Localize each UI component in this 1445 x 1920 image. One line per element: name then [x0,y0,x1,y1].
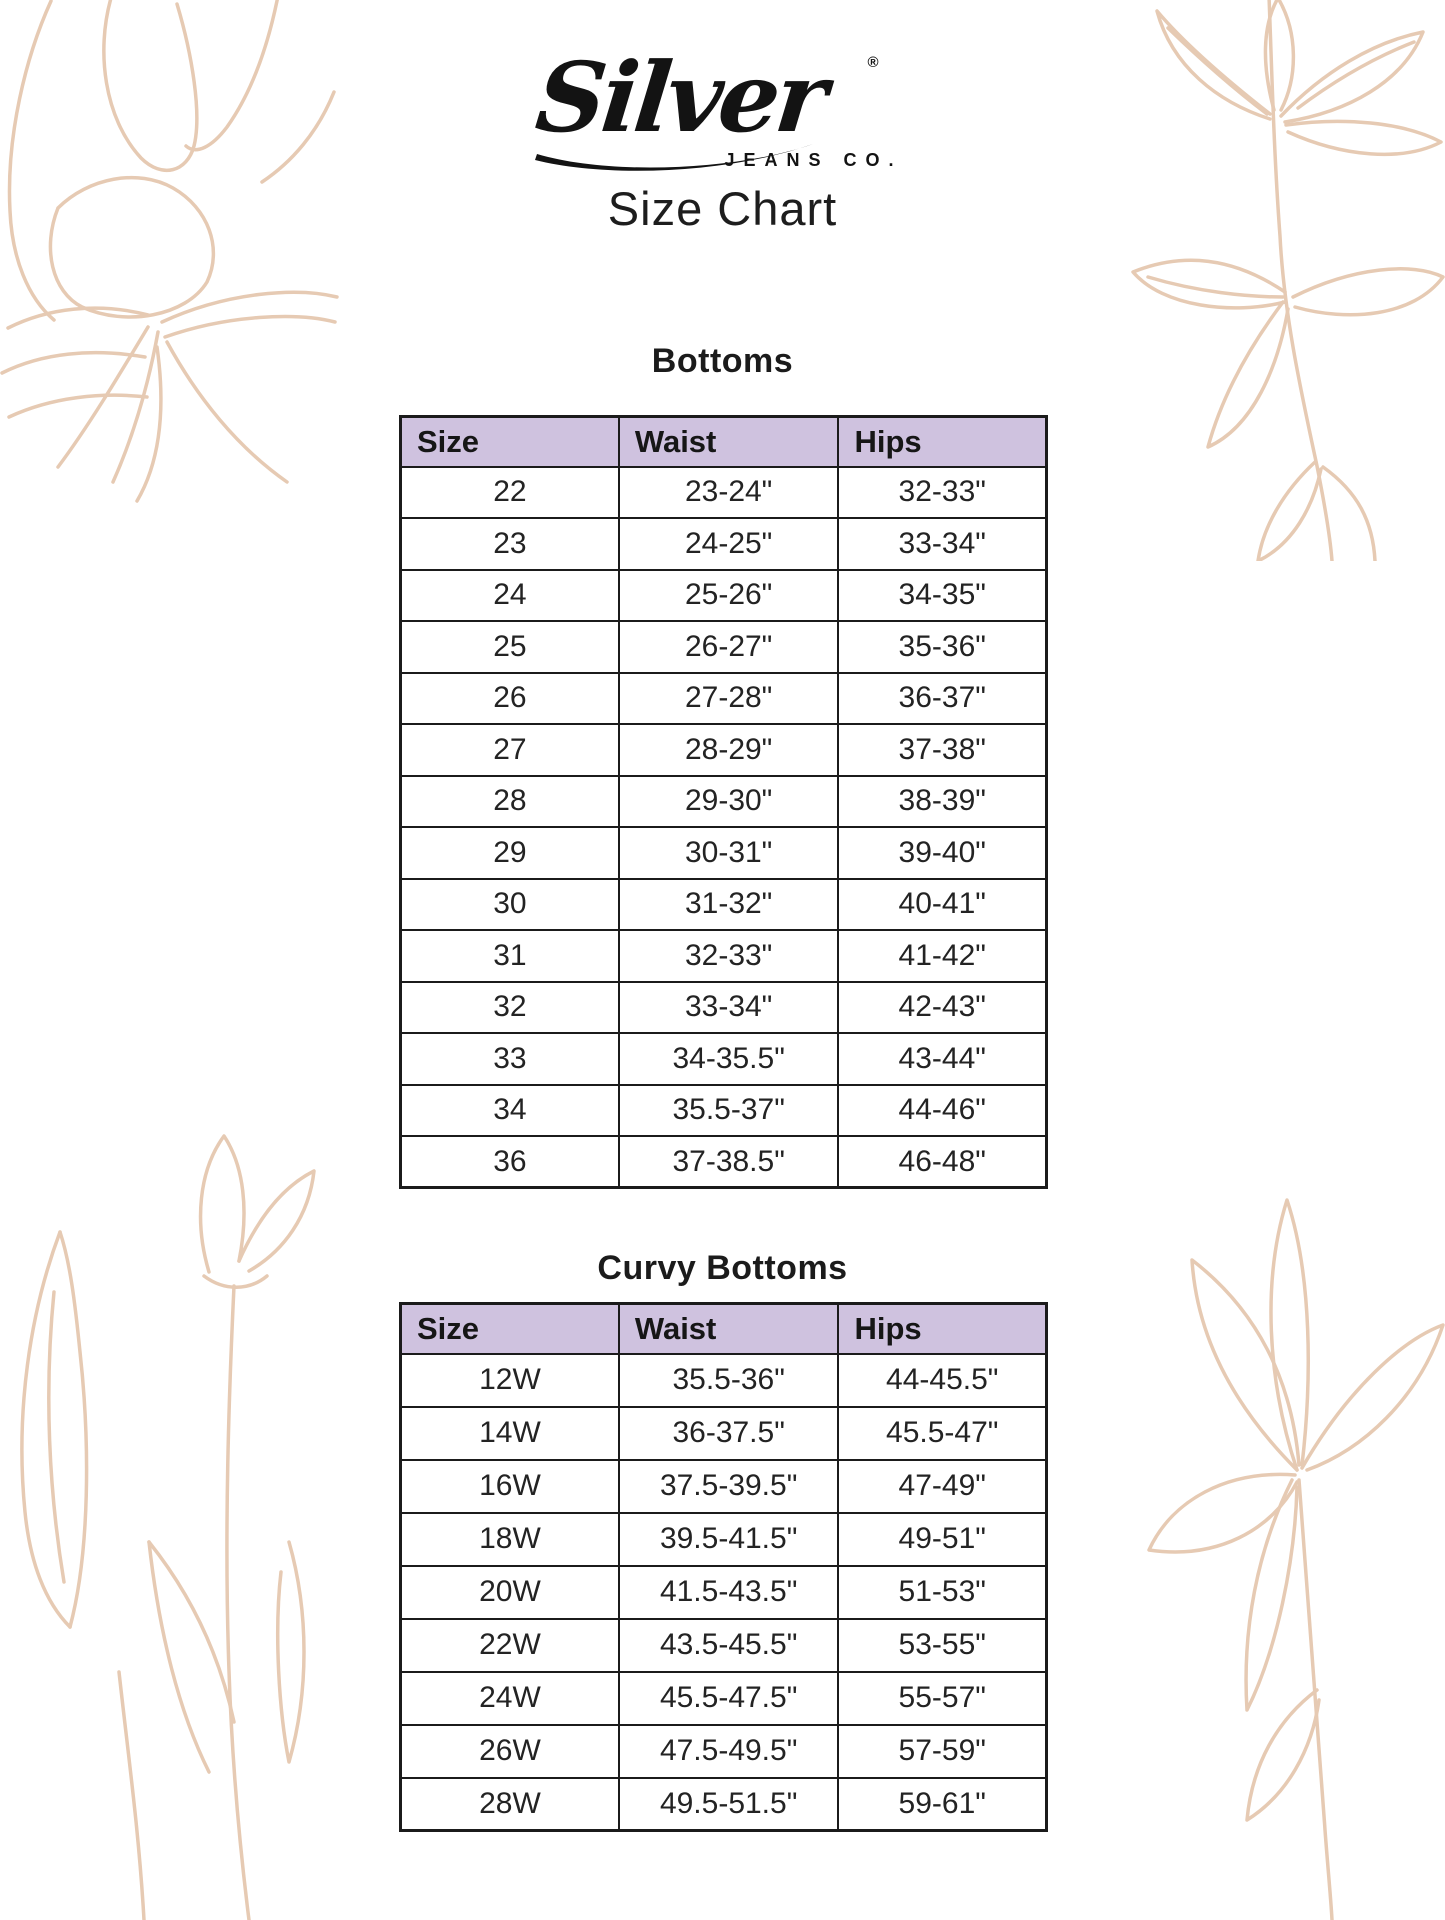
brand-logo [530,41,909,180]
table-cell: 35.5-36" [619,1354,839,1407]
table-cell: 28W [401,1778,619,1831]
table-cell: 34-35.5" [619,1033,839,1085]
table-cell: 44-46" [838,1085,1046,1137]
table-cell: 43.5-45.5" [619,1619,839,1672]
table-row [401,1033,1047,1085]
table-row [401,1725,1047,1778]
table-cell: 28-29" [619,724,839,776]
table-cell: 39-40" [838,827,1046,879]
table-cell: 34-35" [838,570,1046,622]
column-header-hips: Hips [838,417,1046,467]
table-cell: 37-38" [838,724,1046,776]
table-cell: 33-34" [619,982,839,1034]
curvy-bottoms-size-table [399,1302,1048,1832]
table-row [401,1778,1047,1831]
table-row [401,1136,1047,1188]
table-cell: 36 [401,1136,619,1188]
table-cell: 23 [401,518,619,570]
table-row [401,1513,1047,1566]
table-cell: 47.5-49.5" [619,1725,839,1778]
table-row [401,518,1047,570]
table-row [401,1407,1047,1460]
table-row [401,930,1047,982]
table-row [401,982,1047,1034]
table-cell: 34 [401,1085,619,1137]
table-cell: 31 [401,930,619,982]
table-cell: 59-61" [838,1778,1046,1831]
section-heading-curvy-bottoms: Curvy Bottoms [597,1249,848,1287]
table-cell: 45.5-47" [838,1407,1046,1460]
column-header-size: Size [401,417,619,467]
table-row [401,1672,1047,1725]
table-cell: 29-30" [619,776,839,828]
table-cell: 12W [401,1354,619,1407]
table-cell: 30-31" [619,827,839,879]
table-row [401,621,1047,673]
table-cell: 32 [401,982,619,1034]
bottoms-size-table [399,415,1048,1189]
table-cell: 14W [401,1407,619,1460]
table-row [401,1085,1047,1137]
table-cell: 46-48" [838,1136,1046,1188]
table-cell: 53-55" [838,1619,1046,1672]
brand-wordmark: Silver [530,41,829,154]
table-cell: 26 [401,673,619,725]
column-header-waist: Waist [619,1304,839,1354]
table-cell: 24-25" [619,518,839,570]
table-row [401,724,1047,776]
table-cell: 40-41" [838,879,1046,931]
table-cell: 41-42" [838,930,1046,982]
table-cell: 41.5-43.5" [619,1566,839,1619]
table-cell: 43-44" [838,1033,1046,1085]
table-cell: 18W [401,1513,619,1566]
table-cell: 32-33" [838,467,1046,519]
page-title: Size Chart [607,182,838,235]
table-row [401,827,1047,879]
brand-subtitle: JEANS CO. [724,150,903,170]
table-cell: 49-51" [838,1513,1046,1566]
table-cell: 33-34" [838,518,1046,570]
table-cell: 30 [401,879,619,931]
registered-trademark-icon: ® [867,54,879,71]
table-header-row [401,1304,1047,1354]
table-cell: 27-28" [619,673,839,725]
table-cell: 57-59" [838,1725,1046,1778]
table-cell: 16W [401,1460,619,1513]
table-cell: 23-24" [619,467,839,519]
table-header-row [401,417,1047,467]
table-cell: 38-39" [838,776,1046,828]
table-cell: 36-37.5" [619,1407,839,1460]
column-header-waist: Waist [619,417,839,467]
table-cell: 29 [401,827,619,879]
table-cell: 37-38.5" [619,1136,839,1188]
table-cell: 51-53" [838,1566,1046,1619]
table-cell: 28 [401,776,619,828]
table-cell: 36-37" [838,673,1046,725]
table-cell: 45.5-47.5" [619,1672,839,1725]
table-cell: 27 [401,724,619,776]
table-cell: 26-27" [619,621,839,673]
section-heading-bottoms: Bottoms [651,342,794,380]
table-row [401,776,1047,828]
table-cell: 25 [401,621,619,673]
table-cell: 35-36" [838,621,1046,673]
table-row [401,570,1047,622]
table-row [401,1354,1047,1407]
table-row [401,1619,1047,1672]
table-cell: 31-32" [619,879,839,931]
table-cell: 47-49" [838,1460,1046,1513]
table-row [401,1460,1047,1513]
table-cell: 25-26" [619,570,839,622]
table-cell: 32-33" [619,930,839,982]
table-cell: 44-45.5" [838,1354,1046,1407]
table-cell: 37.5-39.5" [619,1460,839,1513]
table-cell: 42-43" [838,982,1046,1034]
table-row [401,467,1047,519]
table-cell: 49.5-51.5" [619,1778,839,1831]
column-header-size: Size [401,1304,619,1354]
table-cell: 24W [401,1672,619,1725]
table-cell: 22W [401,1619,619,1672]
column-header-hips: Hips [838,1304,1046,1354]
table-cell: 26W [401,1725,619,1778]
table-row [401,879,1047,931]
table-cell: 33 [401,1033,619,1085]
table-cell: 20W [401,1566,619,1619]
table-cell: 24 [401,570,619,622]
table-row [401,673,1047,725]
table-cell: 35.5-37" [619,1085,839,1137]
table-cell: 22 [401,467,619,519]
table-cell: 39.5-41.5" [619,1513,839,1566]
table-cell: 55-57" [838,1672,1046,1725]
table-row [401,1566,1047,1619]
